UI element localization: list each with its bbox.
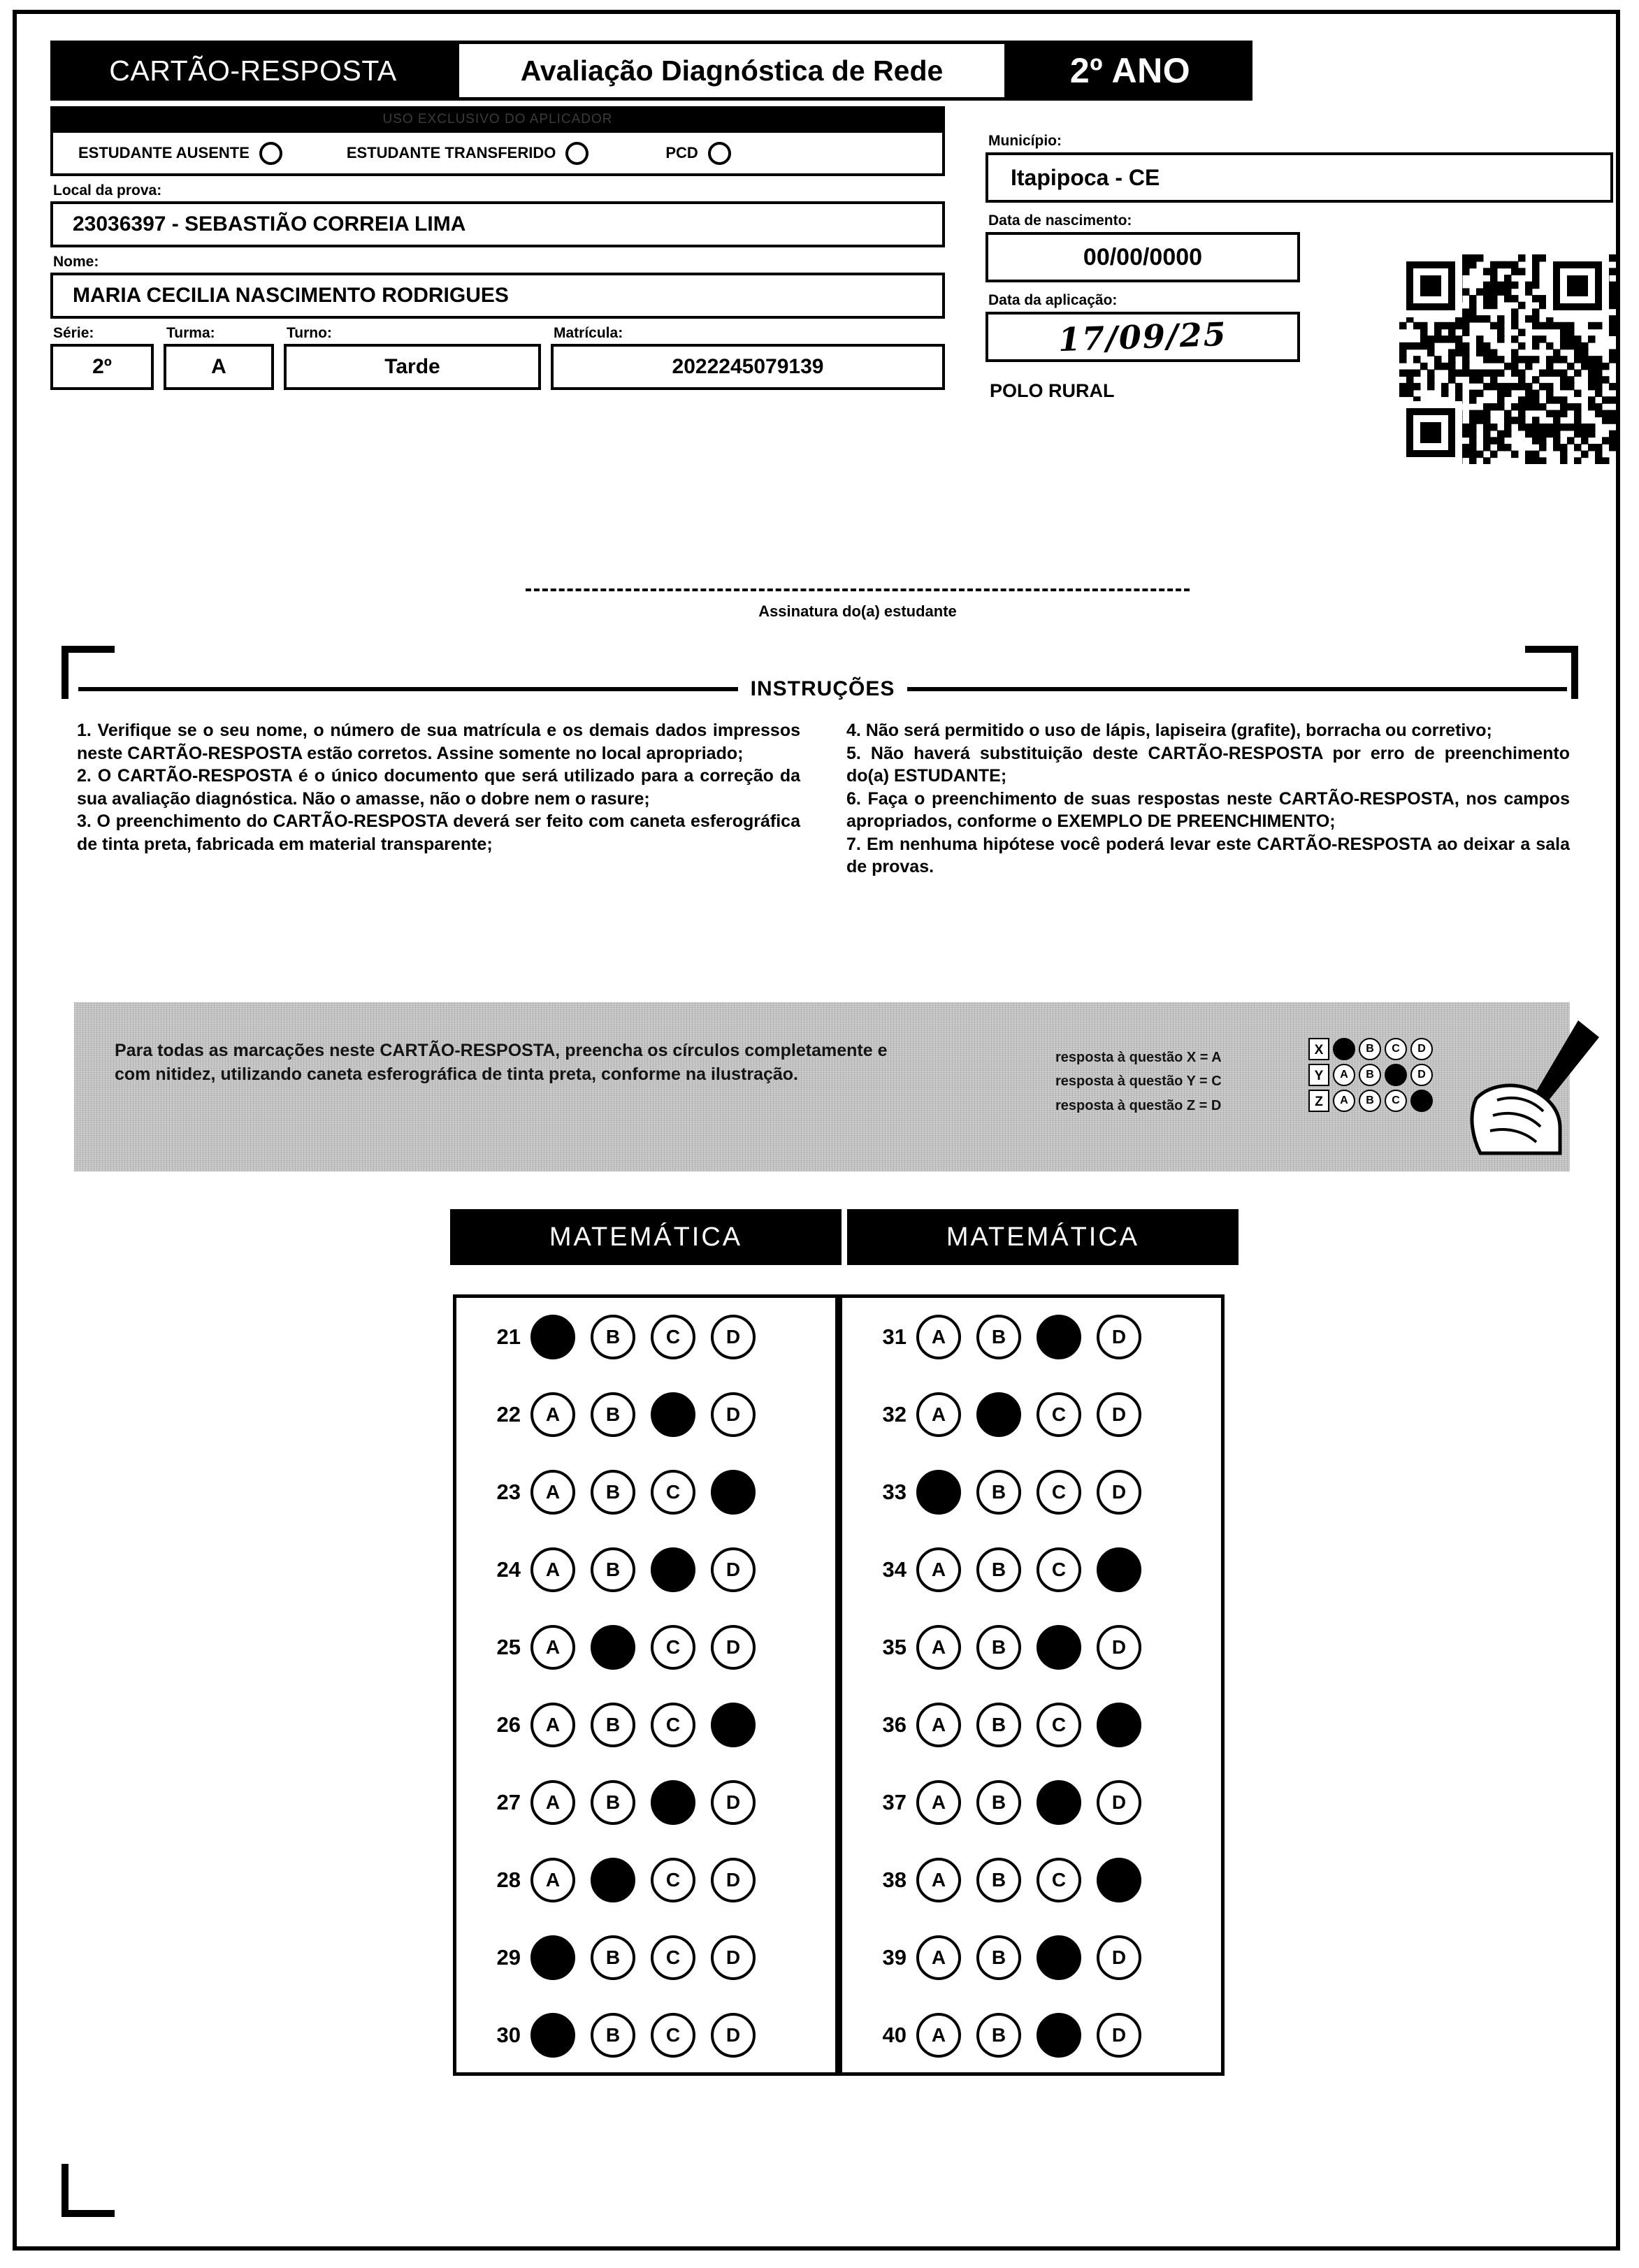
answer-bubble-38-D[interactable] bbox=[1097, 1858, 1141, 1902]
answer-bubble-26-B[interactable]: B bbox=[591, 1703, 635, 1747]
question-row bbox=[842, 1763, 1221, 1841]
answer-bubble-24-B[interactable]: B bbox=[591, 1547, 635, 1592]
example-row bbox=[1308, 1062, 1475, 1088]
label-turno: Turno: bbox=[287, 325, 332, 341]
question-row bbox=[842, 1841, 1221, 1919]
question-number: 35 bbox=[882, 1634, 907, 1659]
instructions-column-left bbox=[77, 719, 800, 879]
answer-bubble-33-C[interactable]: C bbox=[1037, 1470, 1081, 1515]
status-label-pcd: PCD bbox=[665, 144, 698, 161]
answer-bubble-30-A[interactable] bbox=[530, 2013, 575, 2058]
question-number: 31 bbox=[882, 1324, 907, 1349]
fill-example-grid bbox=[1308, 1036, 1475, 1113]
example-row-label: Z bbox=[1308, 1090, 1329, 1112]
answer-bubble-37-D[interactable]: D bbox=[1097, 1780, 1141, 1825]
question-number: 36 bbox=[882, 1712, 907, 1737]
answer-section-title-1: MATEMÁTICA bbox=[450, 1209, 842, 1265]
answer-bubble-37-C[interactable] bbox=[1037, 1780, 1081, 1825]
example-row bbox=[1308, 1088, 1475, 1113]
legend-line: resposta à questão X = A bbox=[1055, 1050, 1222, 1065]
example-bubble-B: B bbox=[1359, 1038, 1381, 1060]
answer-bubble-32-D[interactable]: D bbox=[1097, 1392, 1141, 1437]
answer-bubble-33-B[interactable]: B bbox=[976, 1470, 1021, 1515]
answer-bubble-34-D[interactable] bbox=[1097, 1547, 1141, 1592]
header-bar bbox=[50, 41, 1252, 101]
value-local: 23036397 - SEBASTIÃO CORREIA LIMA bbox=[50, 201, 945, 247]
answer-grid-2[interactable] bbox=[839, 1294, 1225, 2076]
instructions-rule-right bbox=[907, 687, 1567, 691]
answer-bubble-29-C[interactable]: C bbox=[651, 1935, 695, 1980]
answer-bubble-27-D[interactable]: D bbox=[711, 1780, 756, 1825]
value-municipio: Itapipoca - CE bbox=[985, 152, 1613, 203]
value-serie: 2º bbox=[50, 344, 154, 390]
question-number: 40 bbox=[882, 2022, 907, 2047]
value-aplicacao bbox=[985, 312, 1300, 362]
answer-bubble-40-A[interactable]: A bbox=[916, 2013, 961, 2058]
question-number: 22 bbox=[496, 1401, 521, 1426]
question-number: 27 bbox=[496, 1789, 521, 1814]
answer-bubble-38-C[interactable]: C bbox=[1037, 1858, 1081, 1902]
hand-pen-illustration bbox=[1455, 1016, 1616, 1156]
question-number: 25 bbox=[496, 1634, 521, 1659]
question-row bbox=[842, 1608, 1221, 1686]
answer-bubble-26-C[interactable]: C bbox=[651, 1703, 695, 1747]
answer-bubble-21-C[interactable]: C bbox=[651, 1315, 695, 1359]
question-row bbox=[456, 1531, 835, 1608]
answer-bubble-33-A[interactable] bbox=[916, 1470, 961, 1515]
answer-bubble-37-B[interactable]: B bbox=[976, 1780, 1021, 1825]
value-nome: MARIA CECILIA NASCIMENTO RODRIGUES bbox=[50, 273, 945, 319]
answer-bubble-32-C[interactable]: C bbox=[1037, 1392, 1081, 1437]
answer-bubble-34-A[interactable]: A bbox=[916, 1547, 961, 1592]
signature-line bbox=[526, 588, 1190, 591]
answer-bubble-34-B[interactable]: B bbox=[976, 1547, 1021, 1592]
student-info-block bbox=[50, 106, 945, 390]
question-number: 34 bbox=[882, 1556, 907, 1582]
answer-bubble-36-A[interactable]: A bbox=[916, 1703, 961, 1747]
answer-bubble-26-D[interactable] bbox=[711, 1703, 756, 1747]
question-number: 38 bbox=[882, 1867, 907, 1892]
fill-example-text: Para todas as marcações neste CARTÃO-RESPOSTA, preencha os círculos completamente e com nitidez, utilizando caneta esferográfica de tinta preta, conforme na ilustração. bbox=[115, 1041, 888, 1084]
question-row bbox=[842, 1375, 1221, 1453]
instruction-item: 1. Verifique se o seu nome, o número de sua matrícula e os demais dados impressos neste CARTÃO-RESPOSTA estão corretos. Assine somente no local apropriado; bbox=[77, 721, 800, 763]
answer-bubble-31-B[interactable]: B bbox=[976, 1315, 1021, 1359]
answer-bubble-28-B[interactable] bbox=[591, 1858, 635, 1902]
answer-bubble-34-C[interactable]: C bbox=[1037, 1547, 1081, 1592]
header-exam-title: Avaliação Diagnóstica de Rede bbox=[456, 41, 1008, 101]
answer-bubble-30-D[interactable]: D bbox=[711, 2013, 756, 2058]
answer-bubble-29-A[interactable] bbox=[530, 1935, 575, 1980]
answer-bubble-23-D[interactable] bbox=[711, 1470, 756, 1515]
label-matricula: Matrícula: bbox=[554, 325, 623, 341]
answer-bubble-22-D[interactable]: D bbox=[711, 1392, 756, 1437]
answer-bubble-23-A[interactable]: A bbox=[530, 1470, 575, 1515]
example-bubble-D: D bbox=[1410, 1064, 1433, 1086]
answer-bubble-39-B[interactable]: B bbox=[976, 1935, 1021, 1980]
question-number: 32 bbox=[882, 1401, 907, 1426]
instruction-item: 3. O preenchimento do CARTÃO-RESPOSTA deverá ser feito com caneta esferográfica de tinta preta, fabricada em material transparente; bbox=[77, 811, 800, 854]
question-number: 28 bbox=[496, 1867, 521, 1892]
example-bubble-C: C bbox=[1385, 1038, 1407, 1060]
question-row bbox=[456, 1996, 835, 2074]
question-number: 23 bbox=[496, 1479, 521, 1504]
checkbox-ausente-bubble[interactable] bbox=[259, 142, 282, 165]
handwritten-date: 17/09/25 bbox=[1057, 315, 1228, 359]
value-matricula: 2022245079139 bbox=[551, 344, 945, 390]
answer-bubble-39-A[interactable]: A bbox=[916, 1935, 961, 1980]
header-grade: 2º ANO bbox=[1008, 41, 1252, 101]
answer-bubble-28-C[interactable]: C bbox=[651, 1858, 695, 1902]
value-nascimento: 00/00/0000 bbox=[985, 232, 1300, 282]
answer-bubble-40-C[interactable] bbox=[1037, 2013, 1081, 2058]
question-row bbox=[842, 1298, 1221, 1375]
question-row bbox=[456, 1919, 835, 1996]
answer-bubble-24-A[interactable]: A bbox=[530, 1547, 575, 1592]
value-turno: Tarde bbox=[284, 344, 541, 390]
instruction-item: 7. Em nenhuma hipótese você poderá levar este CARTÃO-RESPOSTA ao deixar a sala de provas. bbox=[846, 834, 1570, 876]
question-row bbox=[842, 1996, 1221, 2074]
instruction-item: 6. Faça o preenchimento de suas respostas neste CARTÃO-RESPOSTA, nos campos apropriados, conforme o EXEMPLO DE PREENCHIMENTO; bbox=[846, 788, 1570, 831]
answer-bubble-27-A[interactable]: A bbox=[530, 1780, 575, 1825]
question-number: 30 bbox=[496, 2022, 521, 2047]
question-row bbox=[456, 1453, 835, 1531]
example-bubble-B: B bbox=[1359, 1064, 1381, 1086]
answer-bubble-37-A[interactable]: A bbox=[916, 1780, 961, 1825]
answer-bubble-35-A[interactable]: A bbox=[916, 1625, 961, 1670]
label-local: Local da prova: bbox=[53, 182, 162, 198]
answer-bubble-30-B[interactable]: B bbox=[591, 2013, 635, 2058]
answer-bubble-30-C[interactable]: C bbox=[651, 2013, 695, 2058]
answer-bubble-29-B[interactable]: B bbox=[591, 1935, 635, 1980]
answer-bubble-21-B[interactable]: B bbox=[591, 1315, 635, 1359]
answer-bubble-21-D[interactable]: D bbox=[711, 1315, 756, 1359]
question-row bbox=[456, 1686, 835, 1763]
label-turma: Turma: bbox=[166, 325, 215, 341]
value-turma: A bbox=[164, 344, 274, 390]
instruction-item: 4. Não será permitido o uso de lápis, lapiseira (grafite), borracha ou corretivo; bbox=[846, 721, 1492, 740]
checkbox-pcd-bubble[interactable] bbox=[708, 142, 731, 165]
answer-bubble-24-D[interactable]: D bbox=[711, 1547, 756, 1592]
example-row bbox=[1308, 1036, 1475, 1062]
answer-bubble-35-B[interactable]: B bbox=[976, 1625, 1021, 1670]
answer-bubble-36-C[interactable]: C bbox=[1037, 1703, 1081, 1747]
status-option-pcd[interactable] bbox=[665, 142, 730, 165]
answer-bubble-40-D[interactable]: D bbox=[1097, 2013, 1141, 2058]
question-number: 24 bbox=[496, 1556, 521, 1582]
question-number: 29 bbox=[496, 1944, 521, 1970]
label-serie: Série: bbox=[53, 325, 94, 341]
answer-bubble-22-A[interactable]: A bbox=[530, 1392, 575, 1437]
instructions-column-right bbox=[846, 719, 1570, 879]
status-option-ausente[interactable] bbox=[78, 142, 282, 165]
question-number: 37 bbox=[882, 1789, 907, 1814]
legend-line: resposta à questão Y = C bbox=[1055, 1074, 1222, 1090]
fill-example-legend bbox=[1055, 1046, 1222, 1118]
status-label-ausente: ESTUDANTE AUSENTE bbox=[78, 144, 250, 161]
example-bubble-A: A bbox=[1333, 1064, 1355, 1086]
question-row bbox=[842, 1686, 1221, 1763]
question-row bbox=[842, 1531, 1221, 1608]
answer-bubble-31-C[interactable] bbox=[1037, 1315, 1081, 1359]
question-row bbox=[456, 1298, 835, 1375]
answer-bubble-39-C[interactable] bbox=[1037, 1935, 1081, 1980]
answer-bubble-27-C[interactable] bbox=[651, 1780, 695, 1825]
example-bubble-D: D bbox=[1410, 1090, 1433, 1112]
instructions-body bbox=[77, 719, 1570, 879]
example-bubble-A: A bbox=[1333, 1090, 1355, 1112]
answer-bubble-29-D[interactable]: D bbox=[711, 1935, 756, 1980]
answer-bubble-38-A[interactable]: A bbox=[916, 1858, 961, 1902]
question-number: 21 bbox=[496, 1324, 521, 1349]
question-row bbox=[842, 1453, 1221, 1531]
answer-bubble-28-A[interactable]: A bbox=[530, 1858, 575, 1902]
answer-bubble-36-B[interactable]: B bbox=[976, 1703, 1021, 1747]
corner-mark-bottom-left bbox=[62, 2164, 115, 2217]
answer-bubble-25-D[interactable]: D bbox=[711, 1625, 756, 1670]
answer-bubble-25-B[interactable] bbox=[591, 1625, 635, 1670]
answer-bubble-26-A[interactable]: A bbox=[530, 1703, 575, 1747]
answer-bubble-25-C[interactable]: C bbox=[651, 1625, 695, 1670]
answer-section-title-2: MATEMÁTICA bbox=[847, 1209, 1239, 1265]
polo-label: POLO RURAL bbox=[990, 380, 1115, 401]
answer-bubble-36-D[interactable] bbox=[1097, 1703, 1141, 1747]
answer-bubble-25-A[interactable]: A bbox=[530, 1625, 575, 1670]
status-label-transferido: ESTUDANTE TRANSFERIDO bbox=[346, 144, 556, 161]
answer-bubble-39-D[interactable]: D bbox=[1097, 1935, 1141, 1980]
instructions-header bbox=[78, 677, 1567, 701]
answer-grid-1[interactable] bbox=[453, 1294, 839, 2076]
header-cartao-resposta: CARTÃO-RESPOSTA bbox=[50, 41, 456, 101]
example-bubble-C: C bbox=[1385, 1090, 1407, 1112]
status-row bbox=[50, 133, 945, 176]
answer-bubble-23-B[interactable]: B bbox=[591, 1470, 635, 1515]
answer-bubble-32-B[interactable] bbox=[976, 1392, 1021, 1437]
answer-bubble-38-B[interactable]: B bbox=[976, 1858, 1021, 1902]
answer-bubble-22-B[interactable]: B bbox=[591, 1392, 635, 1437]
answer-bubble-22-C[interactable] bbox=[651, 1392, 695, 1437]
question-row bbox=[456, 1841, 835, 1919]
answer-bubble-31-A[interactable]: A bbox=[916, 1315, 961, 1359]
checkbox-transferido-bubble[interactable] bbox=[565, 142, 589, 165]
label-nascimento: Data de nascimento: bbox=[988, 212, 1132, 229]
question-number: 26 bbox=[496, 1712, 521, 1737]
label-aplicacao: Data da aplicação: bbox=[988, 292, 1118, 308]
answer-bubble-35-C[interactable] bbox=[1037, 1625, 1081, 1670]
status-option-transferido[interactable] bbox=[347, 142, 589, 165]
answer-bubble-35-D[interactable]: D bbox=[1097, 1625, 1141, 1670]
instruction-item: 2. O CARTÃO-RESPOSTA é o único documento que será utilizado para a correção da sua avaliação diagnóstica. Não o amasse, não o dobre nem o rasure; bbox=[77, 766, 800, 809]
question-row bbox=[456, 1763, 835, 1841]
applicator-use-bar: USO EXCLUSIVO DO APLICADOR bbox=[50, 106, 945, 133]
answer-bubble-32-A[interactable]: A bbox=[916, 1392, 961, 1437]
answer-bubble-33-D[interactable]: D bbox=[1097, 1470, 1141, 1515]
answer-bubble-23-C[interactable]: C bbox=[651, 1470, 695, 1515]
answer-bubble-31-D[interactable]: D bbox=[1097, 1315, 1141, 1359]
label-nome: Nome: bbox=[53, 254, 99, 270]
question-row bbox=[456, 1375, 835, 1453]
answer-bubble-21-A[interactable] bbox=[530, 1315, 575, 1359]
instructions-title: INSTRUÇÕES bbox=[750, 677, 895, 700]
label-municipio: Município: bbox=[988, 133, 1062, 149]
answer-bubble-40-B[interactable]: B bbox=[976, 2013, 1021, 2058]
example-row-label: Y bbox=[1308, 1064, 1329, 1086]
example-bubble-A: A bbox=[1333, 1038, 1355, 1060]
question-number: 33 bbox=[882, 1479, 907, 1504]
answer-bubble-28-D[interactable]: D bbox=[711, 1858, 756, 1902]
example-bubble-C: C bbox=[1385, 1064, 1407, 1086]
instruction-item: 5. Não haverá substituição deste CARTÃO-RESPOSTA por erro de preenchimento do(a) ESTUDANTE; bbox=[846, 743, 1570, 786]
question-row bbox=[456, 1608, 835, 1686]
answer-bubble-24-C[interactable] bbox=[651, 1547, 695, 1592]
signature-caption: Assinatura do(a) estudante bbox=[758, 602, 957, 620]
example-bubble-D: D bbox=[1410, 1038, 1433, 1060]
qr-code bbox=[1399, 254, 1616, 464]
instructions-rule-left bbox=[78, 687, 738, 691]
question-number: 39 bbox=[882, 1944, 907, 1970]
answer-bubble-27-B[interactable]: B bbox=[591, 1780, 635, 1825]
legend-line: resposta à questão Z = D bbox=[1055, 1097, 1222, 1113]
question-row bbox=[842, 1919, 1221, 1996]
example-row-label: X bbox=[1308, 1038, 1329, 1060]
example-bubble-B: B bbox=[1359, 1090, 1381, 1112]
